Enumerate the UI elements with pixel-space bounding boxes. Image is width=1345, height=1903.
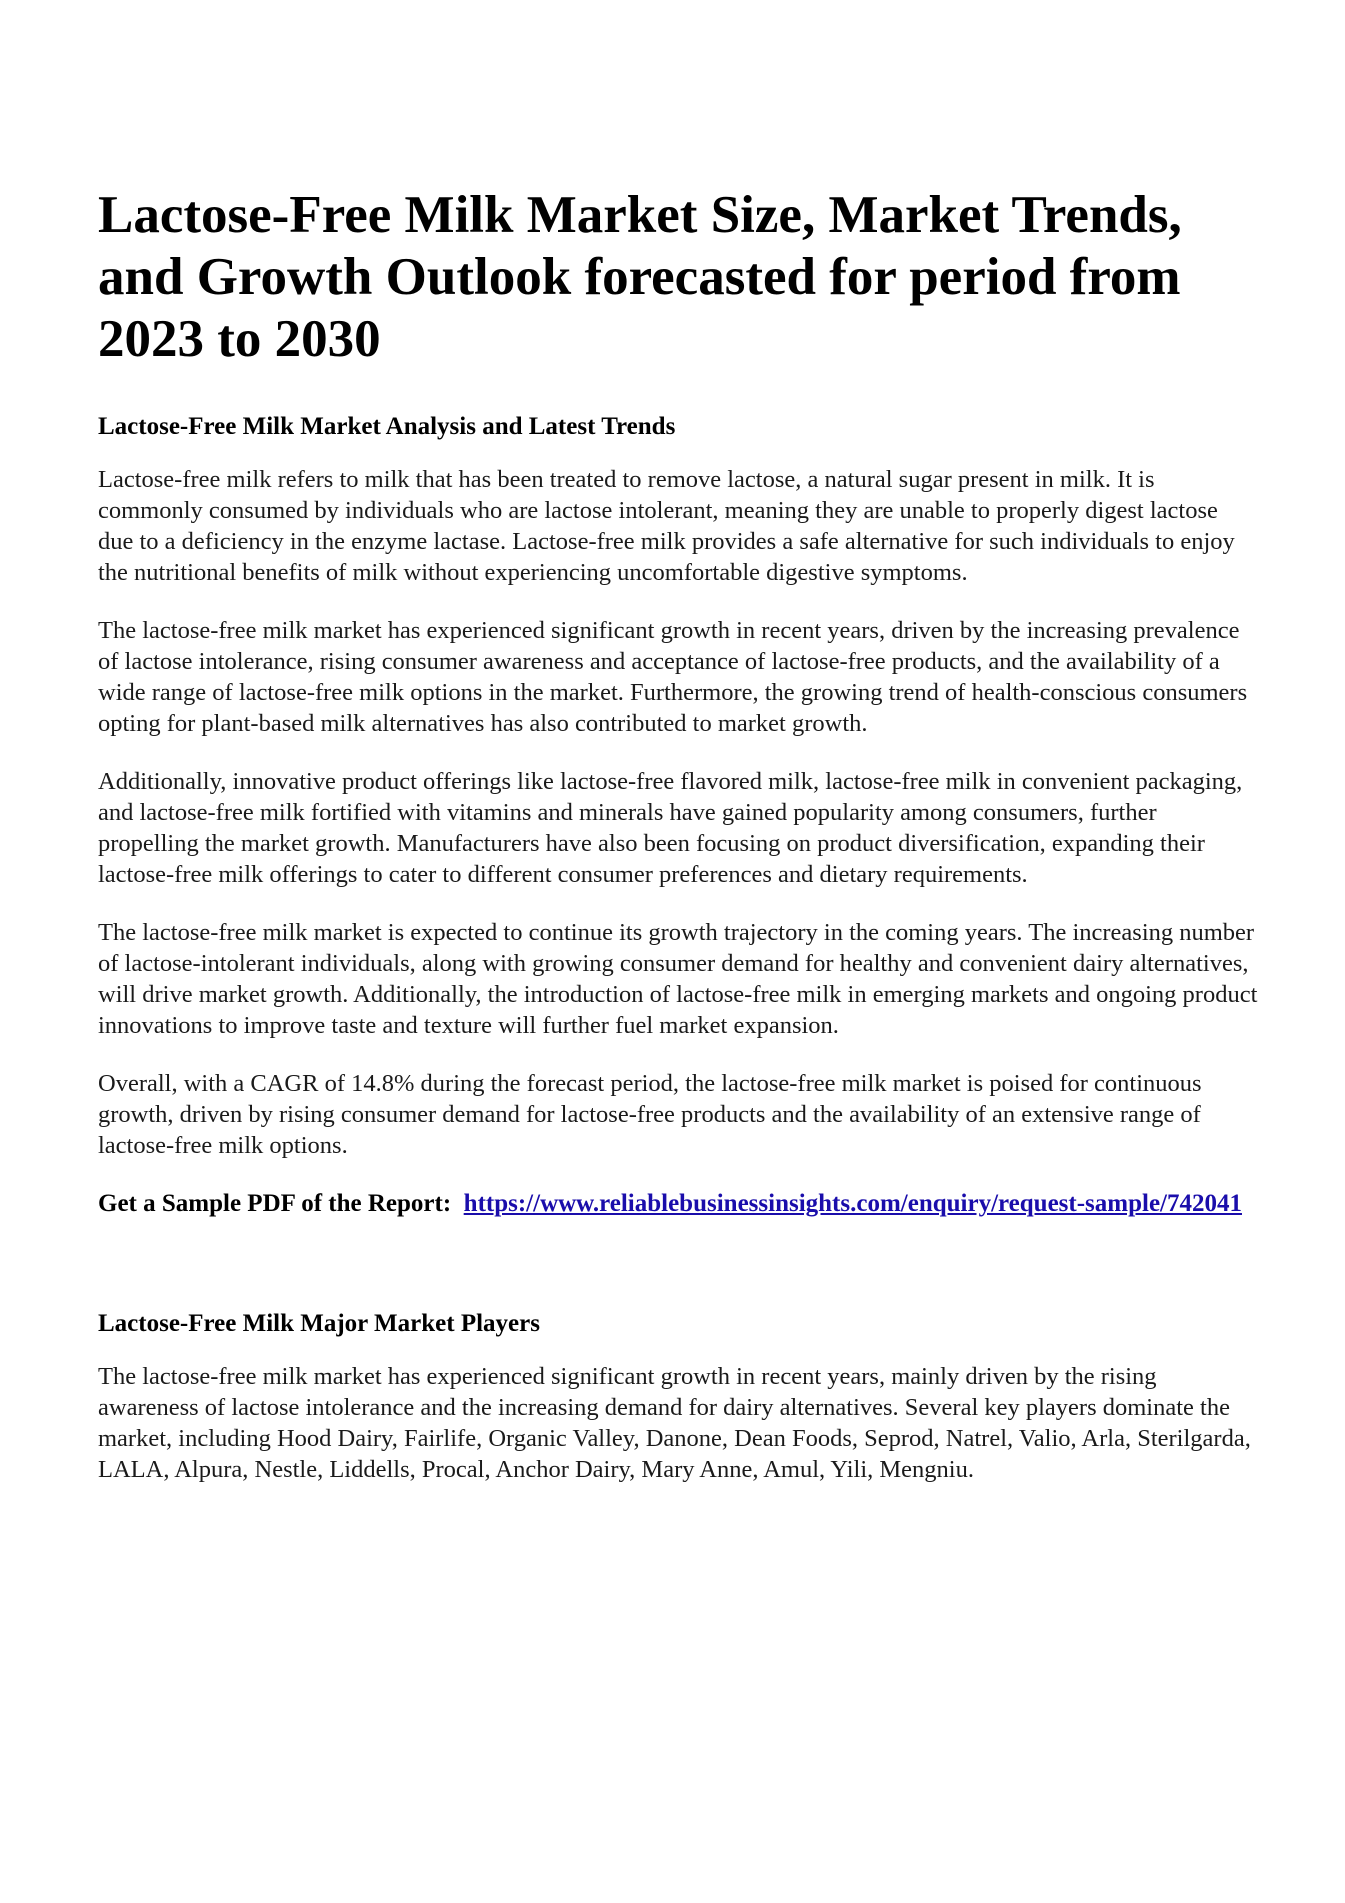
paragraph-cagr: Overall, with a CAGR of 14.8% during the forecast period, the lactose-free milk market is poised for continuous growth, driven by rising consumer demand for lactose-free products and the availability of an extensive range of lactose-free milk options. <box>98 1070 1202 1159</box>
sample-report-link[interactable]: https://www.reliablebusinessinsights.com/enquiry/request-sample/742041 <box>463 1190 1242 1217</box>
section-heading-analysis: Lactose-Free Milk Market Analysis and Latest Trends <box>98 413 676 440</box>
paragraph-innovation: Additionally, innovative product offerings like lactose-free flavored milk, lactose-free milk in convenient packaging, and lactose-free milk fortified with vitamins and minerals have gained popularity among consumers, further propelling the market growth. Manufacturers have also been focusing on product diversification, expanding their lactose-free milk offerings to cater to different consumer preferences and dietary requirements. <box>98 768 1243 888</box>
paragraph-players: The lactose-free milk market has experienced significant growth in recent years, mainly driven by the rising awareness of lactose intolerance and the increasing demand for dairy alternatives. Several key players dominate the market, including Hood Dairy, Fairlife, Organic Valley, Danone, Dean Foods, Seprod, Natrel, Valio, Arla, Sterilgarda, LALA, Alpura, Nestle, Liddells, Procal, Anchor Dairy, Mary Anne, Amul, Yili, Mengniu. <box>98 1363 1251 1483</box>
spacer <box>98 1219 1258 1308</box>
sample-report-line <box>98 1188 1258 1219</box>
document-page <box>98 184 1258 1512</box>
section-heading-players: Lactose-Free Milk Major Market Players <box>98 1310 540 1337</box>
paragraph-outlook: The lactose-free milk market is expected to continue its growth trajectory in the coming years. The increasing number of lactose-intolerant individuals, along with growing consumer demand for healthy and convenient dairy alternatives, will drive market growth. Additionally, the introduction of lactose-free milk in emerging markets and ongoing product innovations to improve taste and texture will further fuel market expansion. <box>98 919 1258 1039</box>
paragraph-growth: The lactose-free milk market has experienced significant growth in recent years, driven by the increasing prevalence of lactose intolerance, rising consumer awareness and acceptance of lactose-free products, and the availability of a wide range of lactose-free milk options in the market. Furthermore, the growing trend of health-conscious consumers opting for plant-based milk alternatives has also contributed to market growth. <box>98 617 1248 737</box>
paragraph-definition: Lactose-free milk refers to milk that has been treated to remove lactose, a natural sugar present in milk. It is commonly consumed by individuals who are lactose intolerant, meaning they are unable to properly digest lactose due to a deficiency in the enzyme lactase. Lactose-free milk provides a safe alternative for such individuals to enjoy the nutritional benefits of milk without experiencing uncomfortable digestive symptoms. <box>98 466 1235 586</box>
sample-report-label: Get a Sample PDF of the Report: <box>98 1190 452 1217</box>
page-title: Lactose-Free Milk Market Size, Market Trends, and Growth Outlook forecasted for period from 2023 to 2030 <box>98 186 1182 368</box>
